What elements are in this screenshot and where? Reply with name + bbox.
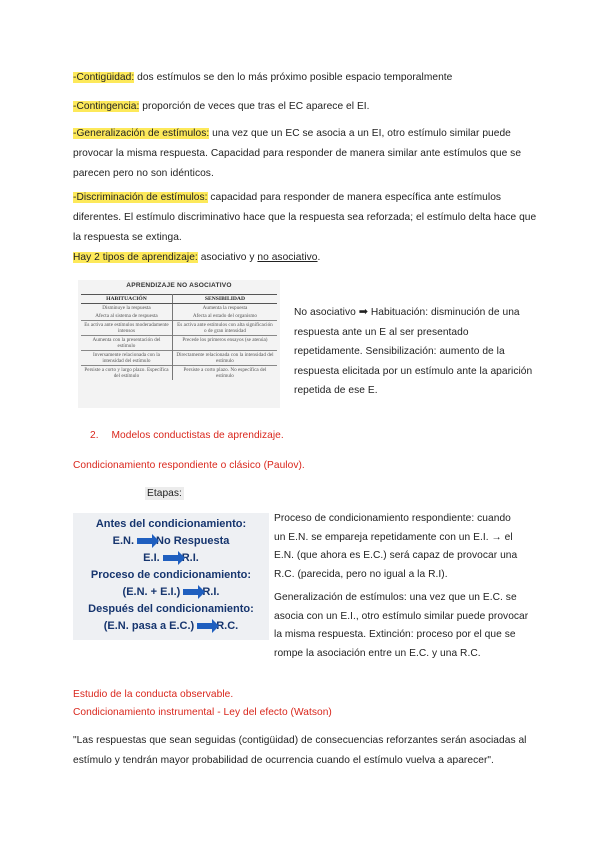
arrow-right-icon — [137, 538, 153, 544]
text: Habituación: disminución de una — [367, 307, 520, 318]
arrow-right-icon: ➡ — [358, 306, 368, 318]
definition-text: proporción de veces que tras el EC aparece el EI. — [139, 101, 370, 112]
stages-label — [145, 484, 184, 504]
conditioning-stages-diagram — [73, 513, 269, 640]
text: No asociativo — [294, 307, 359, 318]
diagram-row — [73, 552, 269, 564]
definition-discrimination — [73, 188, 536, 248]
section-number: 2. — [90, 430, 99, 441]
table-cell: Es activa ante estímulos con alta significación o de gran intensidad — [172, 321, 277, 336]
generalization-extinction-description — [274, 589, 528, 663]
conditioning-process-description — [274, 510, 517, 584]
arrow-right-icon — [183, 589, 199, 595]
diagram-row — [73, 620, 269, 632]
table-cell: Aumenta con la presentación del estímulo — [81, 336, 172, 351]
line: repetidamente. Sensibilización: aumento de la — [294, 346, 505, 357]
arrow-right-icon — [163, 555, 179, 561]
line: la misma respuesta. Extinción: proceso por el que se — [274, 629, 516, 641]
definition-contiguity — [73, 68, 452, 88]
diagram-label: (E.N. + E.I.) — [122, 586, 181, 598]
underlined-text: no asociativo — [257, 252, 318, 263]
table-cell: Precede los primeros ensayos (se atenúa) — [172, 336, 277, 351]
figure-title: APRENDIZAJE NO ASOCIATIVO — [126, 282, 232, 289]
table-cell: Persiste a corto y largo plazo. Específica del estímulo — [81, 366, 172, 381]
learning-types — [73, 248, 320, 268]
comparison-table — [81, 294, 277, 380]
line: Proceso de condicionamiento respondiente: cuando — [274, 513, 511, 524]
line: respuesta elicitada por un estímulo ante la aparición — [294, 365, 533, 377]
table-cell: Directamente relacionada con la intensidad del estímulo — [172, 351, 277, 366]
line: respuesta ante un E al ser presentado — [294, 326, 469, 338]
instrumental-conditioning-title: Condicionamiento instrumental - Ley del efecto (Watson) — [73, 707, 332, 718]
observable-behavior-note: Estudio de la conducta observable. — [73, 689, 234, 700]
diagram-label: R.I. — [181, 552, 199, 564]
diagram-label: R.I. — [202, 586, 220, 598]
line: estímulo y tendrán mayor probabilidad de ocurrencia cuando el estímulo vuelva a aparecer". — [73, 755, 494, 766]
law-of-effect-quote — [73, 731, 527, 771]
table-cell: Afecta al sistema de respuesta — [81, 312, 172, 321]
term-discrimination: -Discriminación de estímulos: — [73, 192, 208, 203]
text: asociativo y — [197, 252, 258, 263]
line: rompe la asociación entre un E.C. y una R.C. — [274, 647, 481, 659]
table-cell: Afecta al estado del organismo — [192, 313, 258, 319]
line: la respuesta se extinga. — [73, 232, 182, 243]
term-generalization: -Generalización de estímulos: — [73, 128, 210, 139]
non-associative-description — [294, 303, 532, 401]
diagram-label: (E.N. pasa a E.C.) — [103, 620, 195, 632]
table-cell: Persiste a corto plazo. No específica del estímulo — [172, 366, 277, 381]
text: . — [317, 252, 321, 263]
line: Generalización de estímulos: una vez que un E.C. se — [274, 592, 517, 603]
term-contiguity: -Contigüidad: — [73, 72, 135, 83]
section-heading — [90, 426, 284, 446]
table-cell: Inversamente relacionada con la intensidad del estímulo — [81, 351, 172, 366]
arrow-right-icon — [197, 623, 213, 629]
line: "Las respuestas que sean seguidas (contigüidad) de consecuencias reforzantes serán asociadas al — [73, 735, 527, 746]
classical-conditioning-title: Condicionamiento respondiente o clásico (Paulov). — [73, 460, 305, 471]
diagram-heading: Proceso de condicionamiento: — [90, 569, 252, 581]
line: una vez que un EC se asocia a un EI, otro estímulo similar puede — [209, 128, 511, 139]
definition-text: dos estímulos se den lo más próximo posible espacio temporalmente — [134, 72, 453, 83]
diagram-heading: Antes del condicionamiento: — [95, 518, 247, 530]
diagram-heading: Después del condicionamiento: — [88, 603, 254, 615]
term-learning-types: Hay 2 tipos de aprendizaje: — [73, 252, 198, 263]
table-cell: Aumenta la respuesta — [202, 305, 248, 311]
line: parecen pero no son idénticos. — [73, 168, 214, 179]
diagram-label: E.I. — [143, 552, 160, 564]
line: asocia con un E.I., otro estímulo similar puede provocar — [274, 610, 529, 622]
section-title: Modelos conductistas de aprendizaje. — [111, 430, 284, 441]
line: capacidad para responder de manera específica ante estímulos — [207, 192, 502, 203]
definition-generalization — [73, 124, 521, 184]
diagram-row — [73, 535, 269, 547]
line: E.N. (que ahora es E.C.) será capaz de provocar una — [274, 550, 518, 562]
non-associative-table-figure — [78, 280, 280, 408]
line: R.C. (parecida, pero no igual a la R.I). — [274, 568, 448, 580]
stages-text: Etapas: — [147, 488, 182, 499]
table-cell: Disminuye la respuesta — [81, 304, 172, 313]
definition-contingency — [73, 97, 370, 117]
diagram-label: No Respuesta — [156, 535, 230, 547]
line: diferentes. El estímulo discriminativo hace que la respuesta sea reforzada; el estímulo delta hace que — [73, 212, 537, 223]
line: provocar la misma respuesta. Capacidad para responder de manera similar ante estímulos que se — [73, 148, 522, 159]
line: un E.N. se empareja repetidamente con un E.I. → el — [274, 531, 513, 543]
term-contingency: -Contingencia: — [73, 101, 140, 112]
table-cell: Es activa ante estímulos moderadamente intensos — [81, 321, 172, 336]
column-header: SENSIBILIDAD — [172, 295, 277, 304]
diagram-row — [73, 586, 269, 598]
line: repetida de ese E. — [294, 385, 378, 396]
diagram-label: E.N. — [112, 535, 135, 547]
column-header: HABITUACIÓN — [81, 295, 172, 304]
diagram-label: R.C. — [216, 620, 239, 632]
